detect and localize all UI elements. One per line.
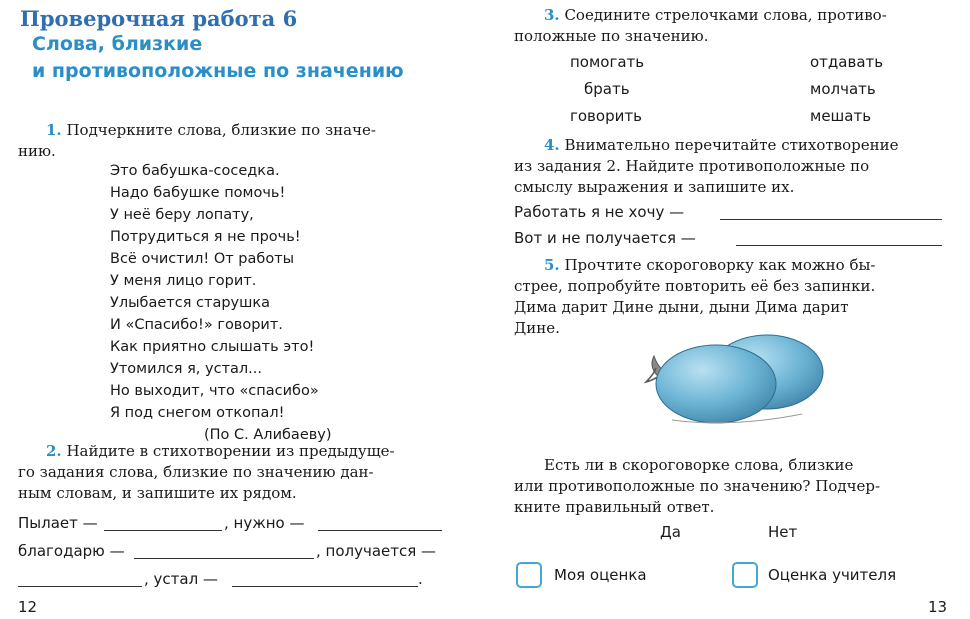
word-poluchaetsya: , получается — xyxy=(316,542,437,560)
poem-line: Утомился я, устал... xyxy=(110,361,263,377)
poem-line: Я под снегом откопал! xyxy=(110,405,285,421)
word-right-1[interactable]: молчать xyxy=(810,80,876,98)
poem-line: Это бабушка-соседка. xyxy=(110,163,280,179)
answer-no[interactable]: Нет xyxy=(768,523,798,541)
answer-line[interactable] xyxy=(232,586,418,587)
phrase-vot: Вот и не получается — xyxy=(514,229,696,247)
answer-line[interactable] xyxy=(720,219,942,220)
question-line2: или противоположные по значению? Подчер- xyxy=(514,477,881,495)
task5-line2: стрее, попробуйте повторить её без запинки. xyxy=(514,277,876,295)
answer-line[interactable] xyxy=(18,586,142,587)
tongue-twister-line1: Дима дарит Дине дыни, дыни Дима дарит xyxy=(514,298,849,316)
teacher-grade-label: Оценка учителя xyxy=(768,566,897,584)
word-pylaet: Пылает — xyxy=(18,514,98,532)
page-number-left: 12 xyxy=(18,598,38,616)
task4-line2: из задания 2. Найдите противоположные по xyxy=(514,157,870,175)
work-title: Проверочная работа 6 xyxy=(20,6,298,31)
poem-line: Надо бабушке помочь! xyxy=(110,185,286,201)
task3-line1: 3. Соедините стрелочками слова, противо- xyxy=(544,6,887,24)
poem-line: И «Спасибо!» говорит. xyxy=(110,317,283,333)
tongue-twister-line2: Дине. xyxy=(514,319,560,337)
word-nuzhno: , нужно — xyxy=(224,514,305,532)
question-line3: кните правильный ответ. xyxy=(514,498,715,516)
word-right-0[interactable]: отдавать xyxy=(810,53,884,71)
my-grade-checkbox[interactable] xyxy=(516,562,542,588)
answer-line[interactable] xyxy=(104,530,222,531)
word-blagodaryu: благодарю — xyxy=(18,542,125,560)
poem-line: Как приятно слышать это! xyxy=(110,339,315,355)
poem-line: Но выходит, что «спасибо» xyxy=(110,383,319,399)
word-left-2[interactable]: говорить xyxy=(570,107,642,125)
melons-image xyxy=(632,328,832,428)
task1-line1: 1. Подчеркните слова, близкие по значе- xyxy=(46,121,376,139)
task3-line2: положные по значению. xyxy=(514,27,709,45)
poem-line: У меня лицо горит. xyxy=(110,273,257,289)
topic-title-line2: и противоположные по значению xyxy=(32,60,404,82)
task5-line1: 5. Прочтите скороговорку как можно бы- xyxy=(544,256,876,274)
question-line1: Есть ли в скороговорке слова, близкие xyxy=(544,456,854,474)
task4-line1: 4. Внимательно перечитайте стихотворение xyxy=(544,136,899,154)
period: . xyxy=(418,570,423,588)
word-left-1[interactable]: брать xyxy=(584,80,630,98)
word-ustal: , устал — xyxy=(144,570,218,588)
word-left-0[interactable]: помогать xyxy=(570,53,645,71)
answer-line[interactable] xyxy=(134,558,314,559)
poem-line: Потрудиться я не прочь! xyxy=(110,229,301,245)
answer-line[interactable] xyxy=(318,530,442,531)
page-number-right: 13 xyxy=(928,598,948,616)
my-grade-label: Моя оценка xyxy=(554,566,647,584)
word-right-2[interactable]: мешать xyxy=(810,107,872,125)
poem-author: (По С. Алибаеву) xyxy=(204,427,332,443)
phrase-rabotat: Работать я не хочу — xyxy=(514,203,685,221)
answer-line[interactable] xyxy=(736,245,942,246)
task2-line2: го задания слова, близкие по значению дан- xyxy=(18,463,374,481)
task4-line3: смыслу выражения и запишите их. xyxy=(514,178,795,196)
task2-line3: ным словам, и запишите их рядом. xyxy=(18,484,297,502)
poem-line: У неё беру лопату, xyxy=(110,207,254,223)
task1-line2: нию. xyxy=(18,142,56,160)
task2-line1: 2. Найдите в стихотворении из предыдуще- xyxy=(46,442,395,460)
teacher-grade-checkbox[interactable] xyxy=(732,562,758,588)
answer-yes[interactable]: Да xyxy=(660,523,681,541)
poem-line: Улыбается старушка xyxy=(110,295,271,311)
poem-line: Всё очистил! От работы xyxy=(110,251,295,267)
topic-title-line1: Слова, близкие xyxy=(32,33,203,55)
